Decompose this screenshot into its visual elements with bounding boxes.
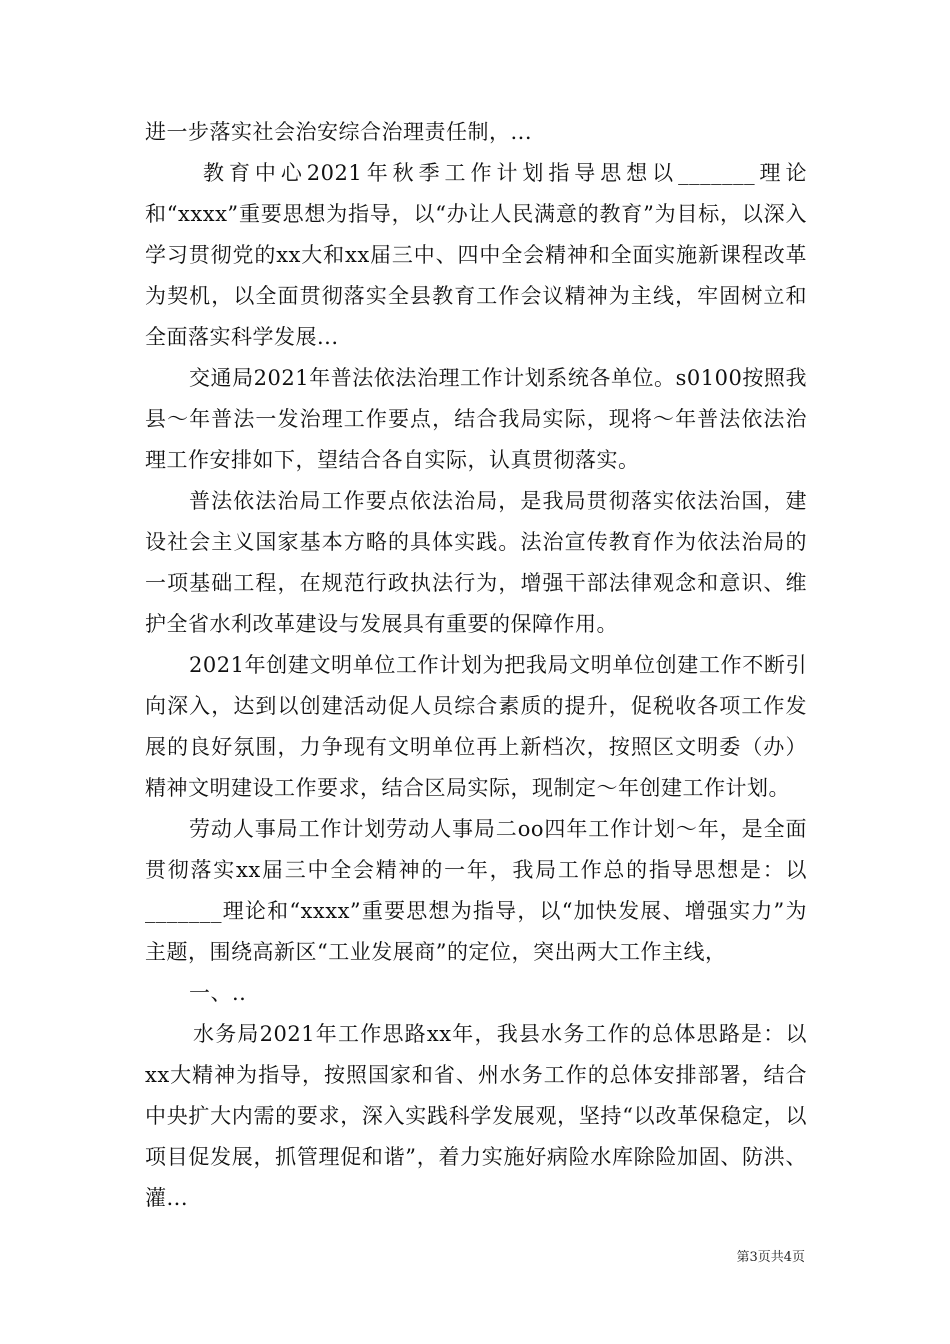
document-body <box>145 112 807 1219</box>
paragraph-labor-plan: 劳动人事局工作计划劳动人事局二oo四年工作计划～年，是全面贯彻落实xx届三中全会精神的一年，我局工作总的指导思想是：以_______理论和“xxxx”重要思想为指导，以“加快发展、增强实力”为主题，围绕高新区“工业发展商”的定位，突出两大工作主线， <box>145 817 807 964</box>
paragraph-continuation: 进一步落实社会治安综合治理责任制，... <box>145 120 533 144</box>
paragraph-education-plan: 教育中心2021年秋季工作计划指导思想以_______理论和“xxxx”重要思想为指导，以“办让人民满意的教育”为目标，以深入学习贯彻党的xx大和xx届三中、四中全会精神和全面实施新课程改革为契机，以全面贯彻落实全县教育工作会议精神为主线，牢固树立和全面落实科学发展... <box>145 161 807 349</box>
paragraph-law-governance: 普法依法治局工作要点依法治局，是我局贯彻落实依法治国，建设社会主义国家基本方略的具体实践。法治宣传教育作为依法治局的一项基础工程，在规范行政执法行为，增强干部法律观念和意识、维护全省水利改革建设与发展具有重要的保障作用。 <box>145 489 807 636</box>
paragraph-water-plan: 水务局2021年工作思路xx年，我县水务工作的总体思路是：以xx大精神为指导，按照国家和省、州水务工作的总体安排部署，结合中央扩大内需的要求，深入实践科学发展观，坚持“以改革保稳定，以项目促发展，抓管理促和谐”，着力实施好病险水库除险加固、防洪、灌... <box>145 1022 807 1210</box>
page-number: 第3页共4页 <box>736 1250 805 1265</box>
paragraph-transport-plan: 交通局2021年普法依法治理工作计划系统各单位。s0100按照我县～年普法一发治理工作要点，结合我局实际，现将～年普法依法治理工作安排如下，望结合各自实际，认真贯彻落实。 <box>145 366 807 472</box>
paragraph-list-marker: 一、.. <box>189 981 247 1005</box>
paragraph-civilization-plan: 2021年创建文明单位工作计划为把我局文明单位创建工作不断引向深入，达到以创建活动促人员综合素质的提升，促税收各项工作发展的良好氛围，力争现有文明单位再上新档次，按照区文明委（办）精神文明建设工作要求，结合区局实际，现制定～年创建工作计划。 <box>145 653 807 800</box>
